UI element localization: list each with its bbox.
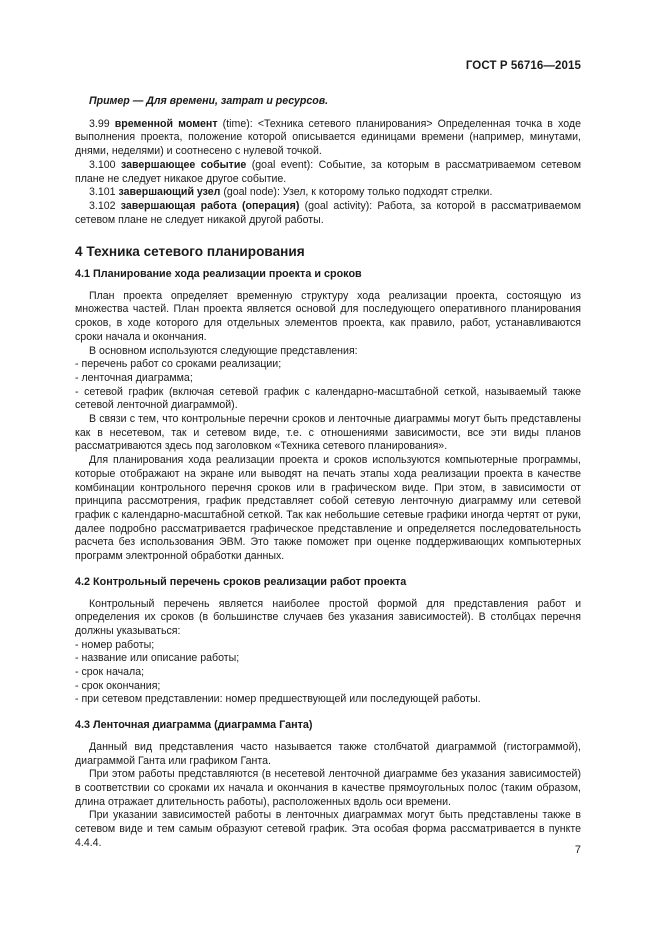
definition-number: 3.99 [89,117,110,130]
definition-text: (time): <Техника сетевого планирования> Определенная точка в ходе выполнения проекта, положение которой описывается единицами времени (например, минутами, днями, неделями) и соотнесено с нулевой точкой. [75,117,581,158]
list-item: - перечень работ со сроками реализации; [75,358,282,371]
definition-number: 3.102 [89,199,116,212]
paragraph: Контрольный перечень является наиболее простой формой для представления работ и определения их сроков (в большинстве случаев без указания зависимостей). В столбцах перечня должны указываться: [75,597,581,637]
paragraph: В связи с тем, что контрольные перечни сроков и ленточные диаграммы могут быть представлены как в несетевом, так и сетевом виде, т.е. с отношениями зависимости, все эти виды планов рассматриваются здесь под заголовком «Техника сетевого планирования». [75,413,581,453]
section-4-heading: 4 Техника сетевого планирования [75,244,305,260]
definition-text: (goal node): Узел, к которому только подходят стрелки. [220,186,493,199]
definition-number: 3.100 [89,158,116,171]
definition-term: завершающий узел [118,186,221,199]
paragraph: При указании зависимостей работы в ленточных диаграммах могут быть представлены также в сетевом виде и тем самым образуют сетевой график. Эта особая форма рассматривается в пункте 4.4.4. [75,809,581,849]
list-item: - название или описание работы; [75,652,240,665]
page-number: 7 [574,844,581,856]
definition-3-99 [75,118,581,159]
section-4-2-heading: 4.2 Контрольный перечень сроков реализации работ проекта [75,575,407,588]
paragraph: Данный вид представления часто называется также столбчатой диаграммой (гистограммой), диаграммой Ганта или графиком Ганта. [75,740,581,767]
list-item: - при сетевом представлении: номер предшествующей или последующей работы. [75,693,481,706]
standard-code-header: ГОСТ Р 56716—2015 [465,60,581,72]
example-note: Пример — Для времени, затрат и ресурсов. [89,95,329,107]
paragraph: Для планирования хода реализации проекта и сроков используются компьютерные программы, которые отображают на экране или выводят на печать этапы хода реализации проекта в качестве комбинации контрольного перечня сроков или в графическом виде. При этом, в зависимости от принципа рассмотрения, график представляет собой сетевую ленточную диаграмму или сетевой график с календарно-масштабной сеткой. Так как небольшие сетевые графики иногда чертят от руки, далее подробно рассматривается графическое представление и определяется последовательность расчета без использования ЭВМ. Это также поможет при оценке поддерживающих компьютерных программ электронной обработки данных. [75,454,581,563]
definition-text: (goal event): Событие, за которым в рассматриваемом сетевом плане не следует никакое другое событие. [75,158,581,185]
definition-3-100 [75,159,581,186]
section-4-3-heading: 4.3 Ленточная диаграмма (диаграмма Ганта) [75,719,313,732]
definition-term: завершающая работа (операция) [120,199,300,212]
paragraph: В основном используются следующие представления: [89,344,358,357]
list-item: - срок начала; [75,666,145,679]
paragraph: При этом работы представляются (в несетевой ленточной диаграмме без указания зависимостей) в соответствии со сроками их начала и окончания в качестве прямоугольных полос (таким образом, длина отражает длительность работы), расположенных вдоль оси времени. [75,768,581,808]
definition-3-102 [75,200,581,227]
list-item: - сетевой график (включая сетевой график с календарно-масштабной сеткой, называемый также сетевой ленточной диаграммой). [75,385,581,412]
definition-term: завершающее событие [121,158,247,171]
definition-number: 3.101 [89,186,116,199]
definition-text: (goal activity): Работа, за которой в рассматриваемом сетевом плане не следует никакой другой работы. [75,199,581,226]
definition-term: временной момент [114,117,218,130]
list-item: - номер работы; [75,638,155,651]
page-content [75,95,581,850]
list-item: - срок окончания; [75,679,161,692]
paragraph: План проекта определяет временную структуру хода реализации проекта, состоящую из множества частей. План проекта является основой для последующего оперативного планирования сроков, в ходе которого для отдельных элементов проекта, как правило, работ, устанавливаются сроки начала и окончания. [75,289,581,343]
definition-3-101 [75,186,581,200]
section-4-1-heading: 4.1 Планирование хода реализации проекта и сроков [75,268,362,281]
list-item: - ленточная диаграмма; [75,371,193,384]
